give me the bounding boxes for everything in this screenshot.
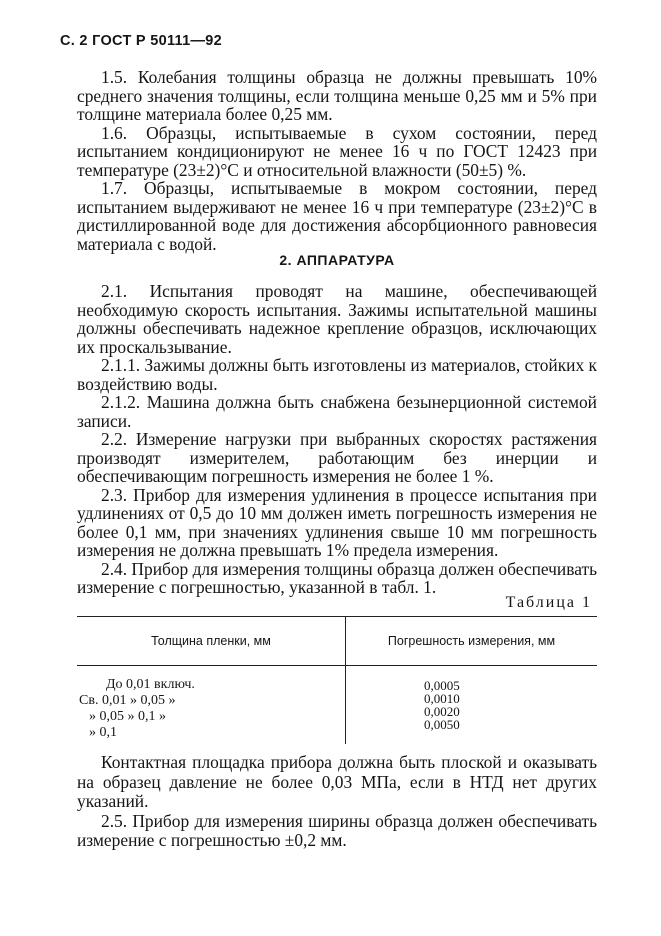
thickness-cell: » 0,1: [89, 725, 117, 740]
clauses-2-1-to-2-4: [77, 282, 597, 597]
clause-1-7: 1.7. Образцы, испытываемые в мокром состоянии, перед испытанием выдерживают не менее 16 ч при температуре (23±2)°С в дистиллированной воде для достижения абсорбционного равновесия материала с водой.: [77, 178, 597, 254]
table-caption: Таблица 1: [505, 594, 592, 611]
error-cell: 0,0010: [424, 691, 460, 706]
clause-2-1: 2.1. Испытания проводят на машине, обеспечивающей необходимую скорость испытания. Зажимы испытательной машины должны обеспечивать надежное крепление образцов, исключающих их проскальзывание.: [77, 281, 597, 357]
clause-1-6: 1.6. Образцы, испытываемые в сухом состоянии, перед испытанием кондиционируют не менее 16 ч по ГОСТ 12423 при температуре (23±2)°С и относительной влажности (50±5) %.: [77, 122, 597, 180]
contact-pad-paragraph: Контактная площадка прибора должна быть плоской и оказывать на образец давление не более 0,03 МПа, если в НТД нет других указаний.: [77, 752, 597, 811]
column-header-error: Погрешность измерения, мм: [346, 617, 598, 666]
clause-1-5: 1.5. Колебания толщины образца не должны превышать 10% среднего значения толщины, если толщина меньше 0,25 мм и 5% при толщине материала более 0,25 мм.: [77, 67, 597, 124]
clause-2-5: 2.5. Прибор для измерения ширины образца должен обеспечивать измерение с погрешностью ±0,2 мм.: [77, 810, 597, 850]
clause-2-1-1: 2.1.1. Зажимы должны быть изготовлены из материалов, стойких к воздействию воды.: [77, 355, 597, 394]
clauses-after-table: [77, 753, 597, 851]
column-header-thickness: Толщина пленки, мм: [77, 617, 346, 666]
error-cell: 0,0005: [424, 678, 460, 693]
error-cell: 0,0020: [424, 704, 460, 719]
clause-2-1-2: 2.1.2. Машина должна быть снабжена безынерционной системой записи.: [77, 392, 597, 431]
table-1: [77, 616, 597, 744]
thickness-cell: Св. 0,01 » 0,05 »: [79, 693, 176, 708]
thickness-cell: До 0,01 включ.: [106, 677, 195, 692]
error-cell: 0,0050: [424, 717, 460, 732]
thickness-cell: » 0,05 » 0,1 »: [89, 709, 166, 724]
error-column: [346, 666, 598, 745]
page-header: С. 2 ГОСТ Р 50111—92: [60, 33, 222, 49]
clause-2-3: 2.3. Прибор для измерения удлинения в процессе испытания при удлинениях от 0,5 до 10 мм должен иметь погрешность измерения не более 0,1 мм, при значениях удлинения свыше 10 мм погрешность измерения не должна превышать 1% предела измерения.: [77, 484, 597, 560]
clauses-1-5-to-1-7: [77, 68, 597, 253]
clause-2-4: 2.4. Прибор для измерения толщины образца должен обеспечивать измерение с погрешностью, указанной в табл. 1.: [77, 558, 597, 597]
clause-2-2: 2.2. Измерение нагрузки при выбранных скоростях растяжения производят измерителем, работающим без инерции и обеспечивающим погрешность измерения не более 1 %.: [77, 429, 597, 486]
thickness-column: [77, 666, 346, 745]
section-title: 2. АППАРАТУРА: [279, 252, 395, 268]
